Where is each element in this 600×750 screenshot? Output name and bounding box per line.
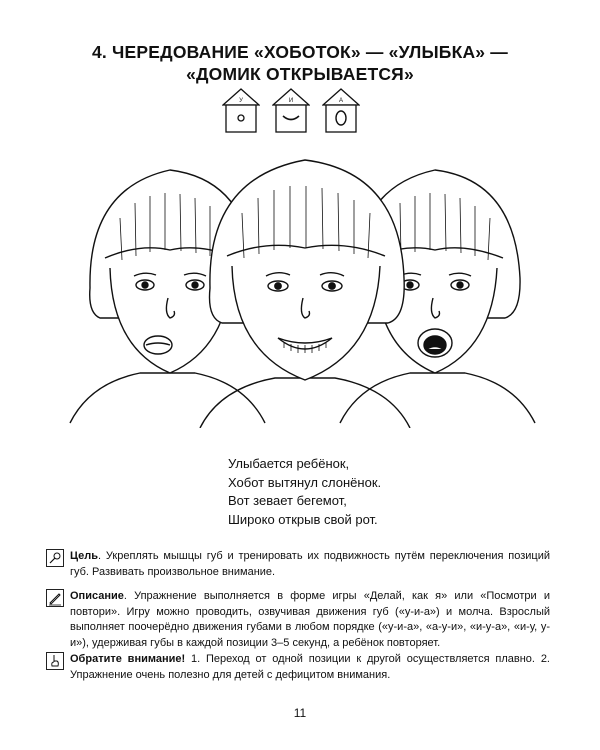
house-letter: У [239,98,243,104]
house-icons-row [222,88,360,134]
page-title-line-1: 4. ЧЕРЕДОВАНИЕ «ХОБОТОК» — «УЛЫБКА» — [91,42,509,62]
description-label: Описание [70,590,124,602]
goal-label: Цель [70,550,99,562]
goal-section [46,549,550,580]
poem-line: Хобот вытянул слонёнок. [228,474,382,490]
house-icon-a [322,88,360,134]
house-icon-i [272,88,310,134]
page-title-line-2: «ДОМИК ОТКРЫВАЕТСЯ» [186,64,414,84]
attention-text: 1. Переход от одной позиции к другой осуществляется плавно. 2. Упражнение очень полезно для детей с дефицитом внимания. [70,653,550,681]
poem [228,455,488,529]
house-icon-u [222,88,260,134]
raised-finger-icon [46,652,64,670]
poem-line: Вот зевает бегемот, [228,493,347,508]
attention-label: Обратите внимание! [70,653,186,665]
attention-section [46,652,550,683]
description-text: . Упражнение выполняется в форме игры «Делай, как я» или «Посмотри и повтори». Игру можно проводить, озвучивая движения губ («у-и-а») и молча. Взрослый выполняет поочерёдно движения губами в любом порядке («у-и-а», «а-у-и», «и-у-а», «и-у, у-и»), удерживая губы в каждой позиции 3–5 секунд, а ребёнок повторяет. [70,590,550,649]
goal-text: . Укреплять мышцы губ и тренировать их подвижность путём переключения позиций губ. Развивать произвольное внимание. [70,550,550,578]
poem-line: Улыбается ребёнок, [228,456,350,471]
description-section [46,589,550,651]
house-letter: А [338,98,343,104]
pen-icon [46,589,64,607]
poem-line: Широко открыв свой рот. [228,511,378,527]
page-number: 11 [293,706,307,720]
children-faces-illustration [50,148,550,428]
child-face-smile [200,160,410,428]
house-letter: И [288,98,294,104]
target-hand-icon [46,549,64,567]
